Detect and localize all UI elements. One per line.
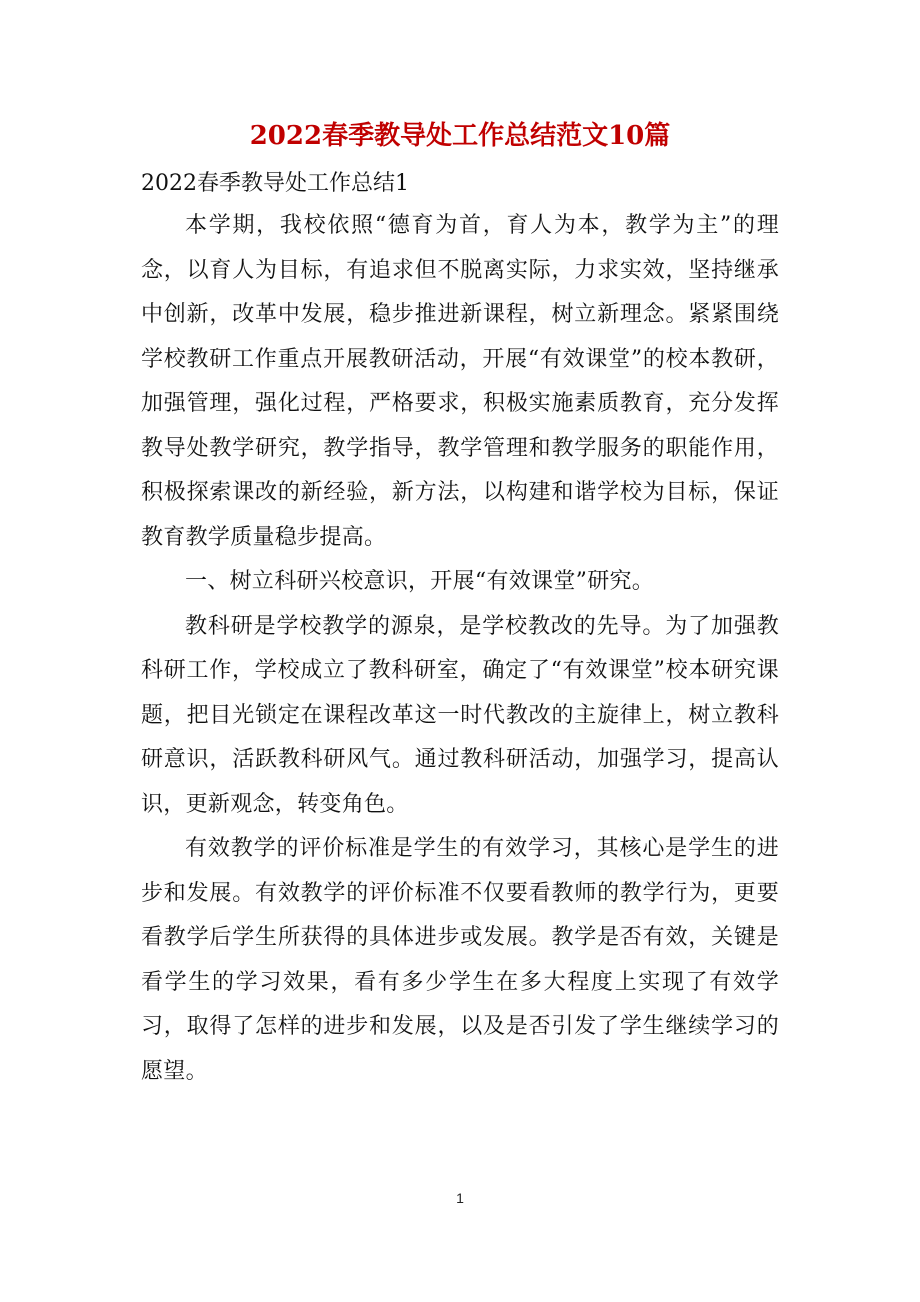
section-heading: 2022春季教导处工作总结1 <box>141 171 409 196</box>
paragraph-research: 教科研是学校教学的源泉，是学校教改的先导。为了加强教科研工作，学校成立了教科研室，确定了“有效课堂”校本研究课题，把目光锁定在课程改革这一时代教改的主旋律上，树立教科研意识，活跃教科研风气。通过教科研活动，加强学习，提高认识，更新观念，转变角色。 <box>141 613 779 817</box>
paragraph-subheading-1: 一、树立科研兴校意识，开展“有效课堂”研究。 <box>185 569 655 594</box>
paragraph-intro: 本学期，我校依照“德育为首，育人为本，教学为主”的理念，以育人为目标，有追求但不脱离实际，力求实效，坚持继承中创新，改革中发展，稳步推进新课程，树立新理念。紧紧围绕学校教研工作重点开展教研活动，开展“有效课堂”的校本教研，加强管理，强化过程，严格要求，积极实施素质教育，充分发挥教导处教学研究，教学指导，教学管理和教学服务的职能作用，积极探索课改的新经验，新方法，以构建和谐学校为目标，保证教育教学质量稳步提高。 <box>141 213 779 550</box>
page-number: 1 <box>456 1190 464 1206</box>
paragraph-evaluation: 有效教学的评价标准是学生的有效学习，其核心是学生的进步和发展。有效教学的评价标准不仅要看教师的教学行为，更要看教学后学生所获得的具体进步或发展。教学是否有效，关键是看学生的学习效果，看有多少学生在多大程度上实现了有效学习，取得了怎样的进步和发展，以及是否引发了学生继续学习的愿望。 <box>141 836 779 1084</box>
document-title: 2022春季教导处工作总结范文10篇 <box>249 121 671 151</box>
